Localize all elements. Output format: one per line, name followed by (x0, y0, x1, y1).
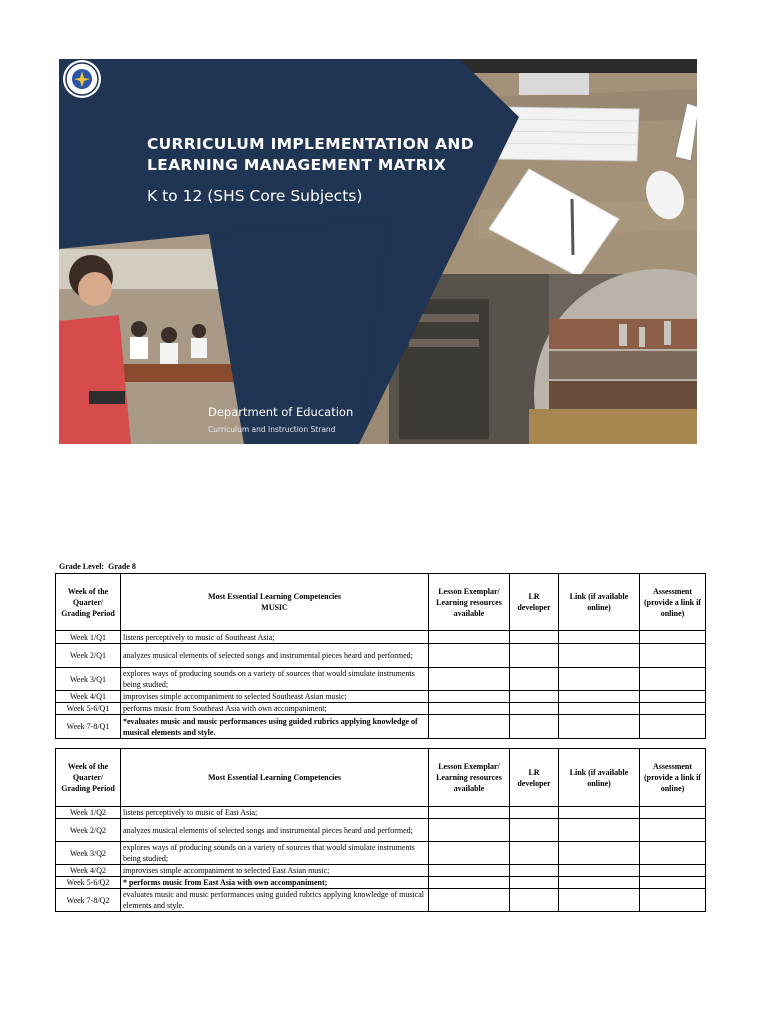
competency-cell: improvises simple accompaniment to selected East Asian music; (121, 865, 429, 877)
link-cell (559, 842, 640, 865)
table-row (56, 819, 706, 842)
link-cell (559, 644, 640, 668)
competency-cell: performs music from Southeast Asia with own accompaniment; (121, 703, 429, 715)
link-cell (559, 668, 640, 691)
assessment-cell (640, 877, 706, 889)
header-competencies: Most Essential Learning Competencies (121, 749, 429, 807)
lesson-cell (429, 691, 510, 703)
competency-cell: explores ways of producing sounds on a variety of sources that would simulate instruments being studied; (121, 842, 429, 865)
lesson-cell (429, 631, 510, 644)
table-row (56, 644, 706, 668)
header-lesson-exemplar: Lesson Exemplar/ Learning resources available (429, 749, 510, 807)
banner-title: CURRICULUM IMPLEMENTATION AND LEARNING MANAGEMENT MATRIX (147, 135, 474, 174)
week-cell: Week 7-8/Q1 (56, 715, 121, 739)
lesson-cell (429, 877, 510, 889)
lr-cell (510, 889, 559, 912)
table-row (56, 877, 706, 889)
assessment-cell (640, 668, 706, 691)
competency-cell: listens perceptively to music of Southeast Asia; (121, 631, 429, 644)
header-link: Link (if available online) (559, 574, 640, 631)
table-row (56, 715, 706, 739)
assessment-cell (640, 691, 706, 703)
banner-photo-collage (59, 59, 697, 444)
competency-cell: listens perceptively to music of East Asia; (121, 807, 429, 819)
table-row (56, 703, 706, 715)
header-week: Week of the Quarter/ Grading Period (56, 749, 121, 807)
lesson-cell (429, 807, 510, 819)
deped-seal-icon (59, 59, 105, 99)
week-cell: Week 4/Q1 (56, 691, 121, 703)
link-cell (559, 865, 640, 877)
week-cell: Week 3/Q2 (56, 842, 121, 865)
table-row (56, 668, 706, 691)
competency-cell: improvises simple accompaniment to selected Southeast Asian music; (121, 691, 429, 703)
lr-cell (510, 668, 559, 691)
link-cell (559, 807, 640, 819)
header-week: Week of the Quarter/ Grading Period (56, 574, 121, 631)
header-assessment: Assessment (provide a link if online) (640, 749, 706, 807)
lesson-cell (429, 703, 510, 715)
competency-cell: *evaluates music and music performances using guided rubrics applying knowledge of musical elements and style. (121, 715, 429, 739)
competency-cell: * performs music from East Asia with own accompaniment; (121, 877, 429, 889)
matrix-table-q1 (55, 573, 706, 739)
table-row (56, 807, 706, 819)
week-cell: Week 1/Q1 (56, 631, 121, 644)
header-competencies: Most Essential Learning Competencies MUSIC (121, 574, 429, 631)
header-assessment: Assessment (provide a link if online) (640, 574, 706, 631)
header-lesson-exemplar: Lesson Exemplar/ Learning resources available (429, 574, 510, 631)
lesson-cell (429, 644, 510, 668)
table-row (56, 631, 706, 644)
week-cell: Week 5-6/Q2 (56, 877, 121, 889)
grade-level-label: Grade Level: Grade 8 (59, 562, 136, 571)
header-link: Link (if available online) (559, 749, 640, 807)
banner-department: Department of Education (208, 405, 354, 419)
banner-strand: Curriculum and Instruction Strand (208, 425, 336, 434)
link-cell (559, 703, 640, 715)
competency-cell: analyzes musical elements of selected songs and instrumental pieces heard and performed; (121, 819, 429, 842)
assessment-cell (640, 807, 706, 819)
lr-cell (510, 819, 559, 842)
competency-cell: evaluates music and music performances using guided rubrics applying knowledge of musical elements and style. (121, 889, 429, 912)
lr-cell (510, 842, 559, 865)
lr-cell (510, 644, 559, 668)
assessment-cell (640, 842, 706, 865)
assessment-cell (640, 715, 706, 739)
link-cell (559, 819, 640, 842)
assessment-cell (640, 631, 706, 644)
table-header-row (56, 574, 706, 631)
lr-cell (510, 807, 559, 819)
week-cell: Week 7-8/Q2 (56, 889, 121, 912)
lr-cell (510, 631, 559, 644)
banner-subtitle: K to 12 (SHS Core Subjects) (147, 187, 363, 205)
matrix-table-q2 (55, 748, 706, 912)
lr-cell (510, 865, 559, 877)
assessment-cell (640, 644, 706, 668)
lesson-cell (429, 865, 510, 877)
table-header-row (56, 749, 706, 807)
assessment-cell (640, 819, 706, 842)
competency-cell: explores ways of producing sounds on a variety of sources that would simulate instruments being studied; (121, 668, 429, 691)
table-row (56, 691, 706, 703)
lesson-cell (429, 715, 510, 739)
competency-cell: analyzes musical elements of selected songs and instrumental pieces heard and performed; (121, 644, 429, 668)
table-row (56, 842, 706, 865)
cover-banner (59, 59, 697, 444)
link-cell (559, 691, 640, 703)
link-cell (559, 877, 640, 889)
link-cell (559, 889, 640, 912)
lr-cell (510, 715, 559, 739)
link-cell (559, 715, 640, 739)
assessment-cell (640, 889, 706, 912)
header-lr-developer: LR developer (510, 574, 559, 631)
week-cell: Week 5-6/Q1 (56, 703, 121, 715)
week-cell: Week 2/Q1 (56, 644, 121, 668)
week-cell: Week 3/Q1 (56, 668, 121, 691)
lesson-cell (429, 668, 510, 691)
week-cell: Week 2/Q2 (56, 819, 121, 842)
link-cell (559, 631, 640, 644)
assessment-cell (640, 703, 706, 715)
week-cell: Week 4/Q2 (56, 865, 121, 877)
header-lr-developer: LR developer (510, 749, 559, 807)
table-row (56, 889, 706, 912)
lr-cell (510, 703, 559, 715)
lesson-cell (429, 842, 510, 865)
table-row (56, 865, 706, 877)
week-cell: Week 1/Q2 (56, 807, 121, 819)
assessment-cell (640, 865, 706, 877)
lesson-cell (429, 889, 510, 912)
lr-cell (510, 877, 559, 889)
lr-cell (510, 691, 559, 703)
lesson-cell (429, 819, 510, 842)
